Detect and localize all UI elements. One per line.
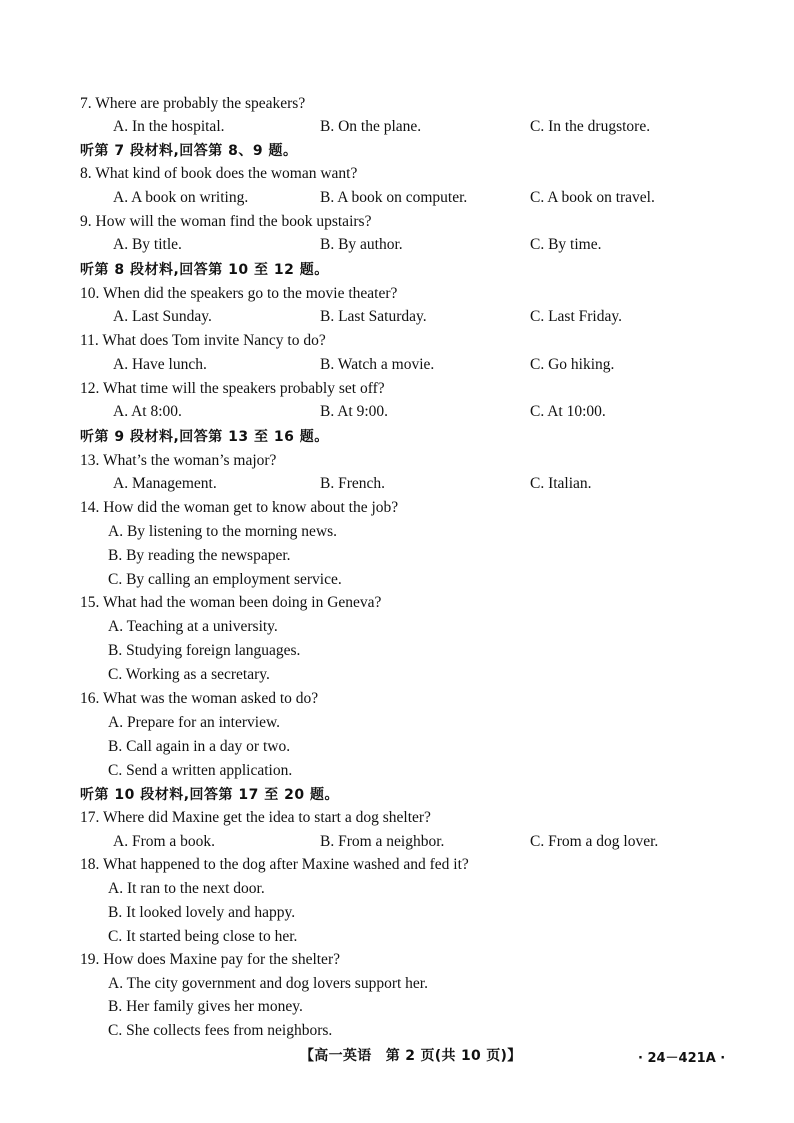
- options-row: [0, 186, 794, 210]
- option-a: A. The city government and dog lovers support her.: [108, 975, 428, 992]
- section-instruction: 听第 10 段材料,回答第 17 至 20 题。: [80, 787, 340, 803]
- options-row: [0, 233, 794, 257]
- question-stem: 12. What time will the speakers probably set off?: [80, 380, 385, 397]
- option-b: B. On the plane.: [320, 118, 422, 135]
- section-instruction: 听第 8 段材料,回答第 10 至 12 题。: [80, 262, 329, 278]
- page-footer: 【高一英语 第 2 页(共 10 页)】: [300, 1048, 522, 1064]
- question-stem: 16. What was the woman asked to do?: [80, 690, 319, 707]
- option-a: A. Last Sunday.: [113, 308, 212, 325]
- option-c: C. Italian.: [530, 475, 592, 492]
- section-instruction: 听第 7 段材料,回答第 8、9 题。: [80, 143, 298, 159]
- options-row: [0, 400, 794, 424]
- option-a: A. In the hospital.: [113, 118, 225, 135]
- option-c: C. Send a written application.: [108, 762, 293, 779]
- option-b: B. At 9:00.: [320, 403, 389, 420]
- option-c: C. At 10:00.: [530, 403, 606, 420]
- option-a: A. It ran to the next door.: [108, 880, 265, 897]
- option-c: C. By time.: [530, 236, 602, 253]
- question-stem: 17. Where did Maxine get the idea to start a dog shelter?: [80, 809, 431, 826]
- option-a: A. From a book.: [113, 833, 216, 850]
- option-b: B. Her family gives her money.: [108, 998, 303, 1015]
- option-c: C. Working as a secretary.: [108, 666, 270, 683]
- option-a: A. A book on writing.: [113, 189, 249, 206]
- question-stem: 14. How did the woman get to know about the job?: [80, 499, 399, 516]
- question-stem: 18. What happened to the dog after Maxine washed and fed it?: [80, 856, 469, 873]
- question-stem: 13. What’s the woman’s major?: [80, 452, 277, 469]
- option-b: B. French.: [320, 475, 386, 492]
- option-a: A. By listening to the morning news.: [108, 523, 338, 540]
- option-c: C. She collects fees from neighbors.: [108, 1022, 333, 1039]
- paper-code: · 24－421A ·: [638, 1051, 726, 1066]
- options-row: [0, 115, 794, 139]
- question-stem: 15. What had the woman been doing in Geneva?: [80, 594, 382, 611]
- option-a: A. Management.: [113, 475, 217, 492]
- option-b: B. Last Saturday.: [320, 308, 427, 325]
- option-a: A. Prepare for an interview.: [108, 714, 281, 731]
- question-stem: 10. When did the speakers go to the movie theater?: [80, 285, 398, 302]
- option-b: B. It looked lovely and happy.: [108, 904, 296, 921]
- option-b: B. From a neighbor.: [320, 833, 445, 850]
- option-c: C. A book on travel.: [530, 189, 655, 206]
- options-row: [0, 353, 794, 377]
- option-c: C. Go hiking.: [530, 356, 615, 373]
- option-c: C. By calling an employment service.: [108, 571, 342, 588]
- question-stem: 7. Where are probably the speakers?: [80, 95, 306, 112]
- option-c: C. It started being close to her.: [108, 928, 298, 945]
- question-stem: 19. How does Maxine pay for the shelter?: [80, 951, 340, 968]
- option-a: A. By title.: [113, 236, 182, 253]
- option-c: C. In the drugstore.: [530, 118, 651, 135]
- option-a: A. Have lunch.: [113, 356, 207, 373]
- option-a: A. At 8:00.: [113, 403, 182, 420]
- question-stem: 9. How will the woman find the book upstairs?: [80, 213, 372, 230]
- option-b: B. A book on computer.: [320, 189, 468, 206]
- option-b: B. Studying foreign languages.: [108, 642, 301, 659]
- options-row: [0, 472, 794, 496]
- option-b: B. By author.: [320, 236, 403, 253]
- option-b: B. Watch a movie.: [320, 356, 435, 373]
- options-row: [0, 830, 794, 854]
- question-stem: 8. What kind of book does the woman want?: [80, 165, 358, 182]
- option-c: C. Last Friday.: [530, 308, 622, 325]
- question-stem: 11. What does Tom invite Nancy to do?: [80, 332, 326, 349]
- option-a: A. Teaching at a university.: [108, 618, 278, 635]
- options-row: [0, 305, 794, 329]
- option-c: C. From a dog lover.: [530, 833, 659, 850]
- option-b: B. By reading the newspaper.: [108, 547, 291, 564]
- option-b: B. Call again in a day or two.: [108, 738, 291, 755]
- section-instruction: 听第 9 段材料,回答第 13 至 16 题。: [80, 429, 329, 445]
